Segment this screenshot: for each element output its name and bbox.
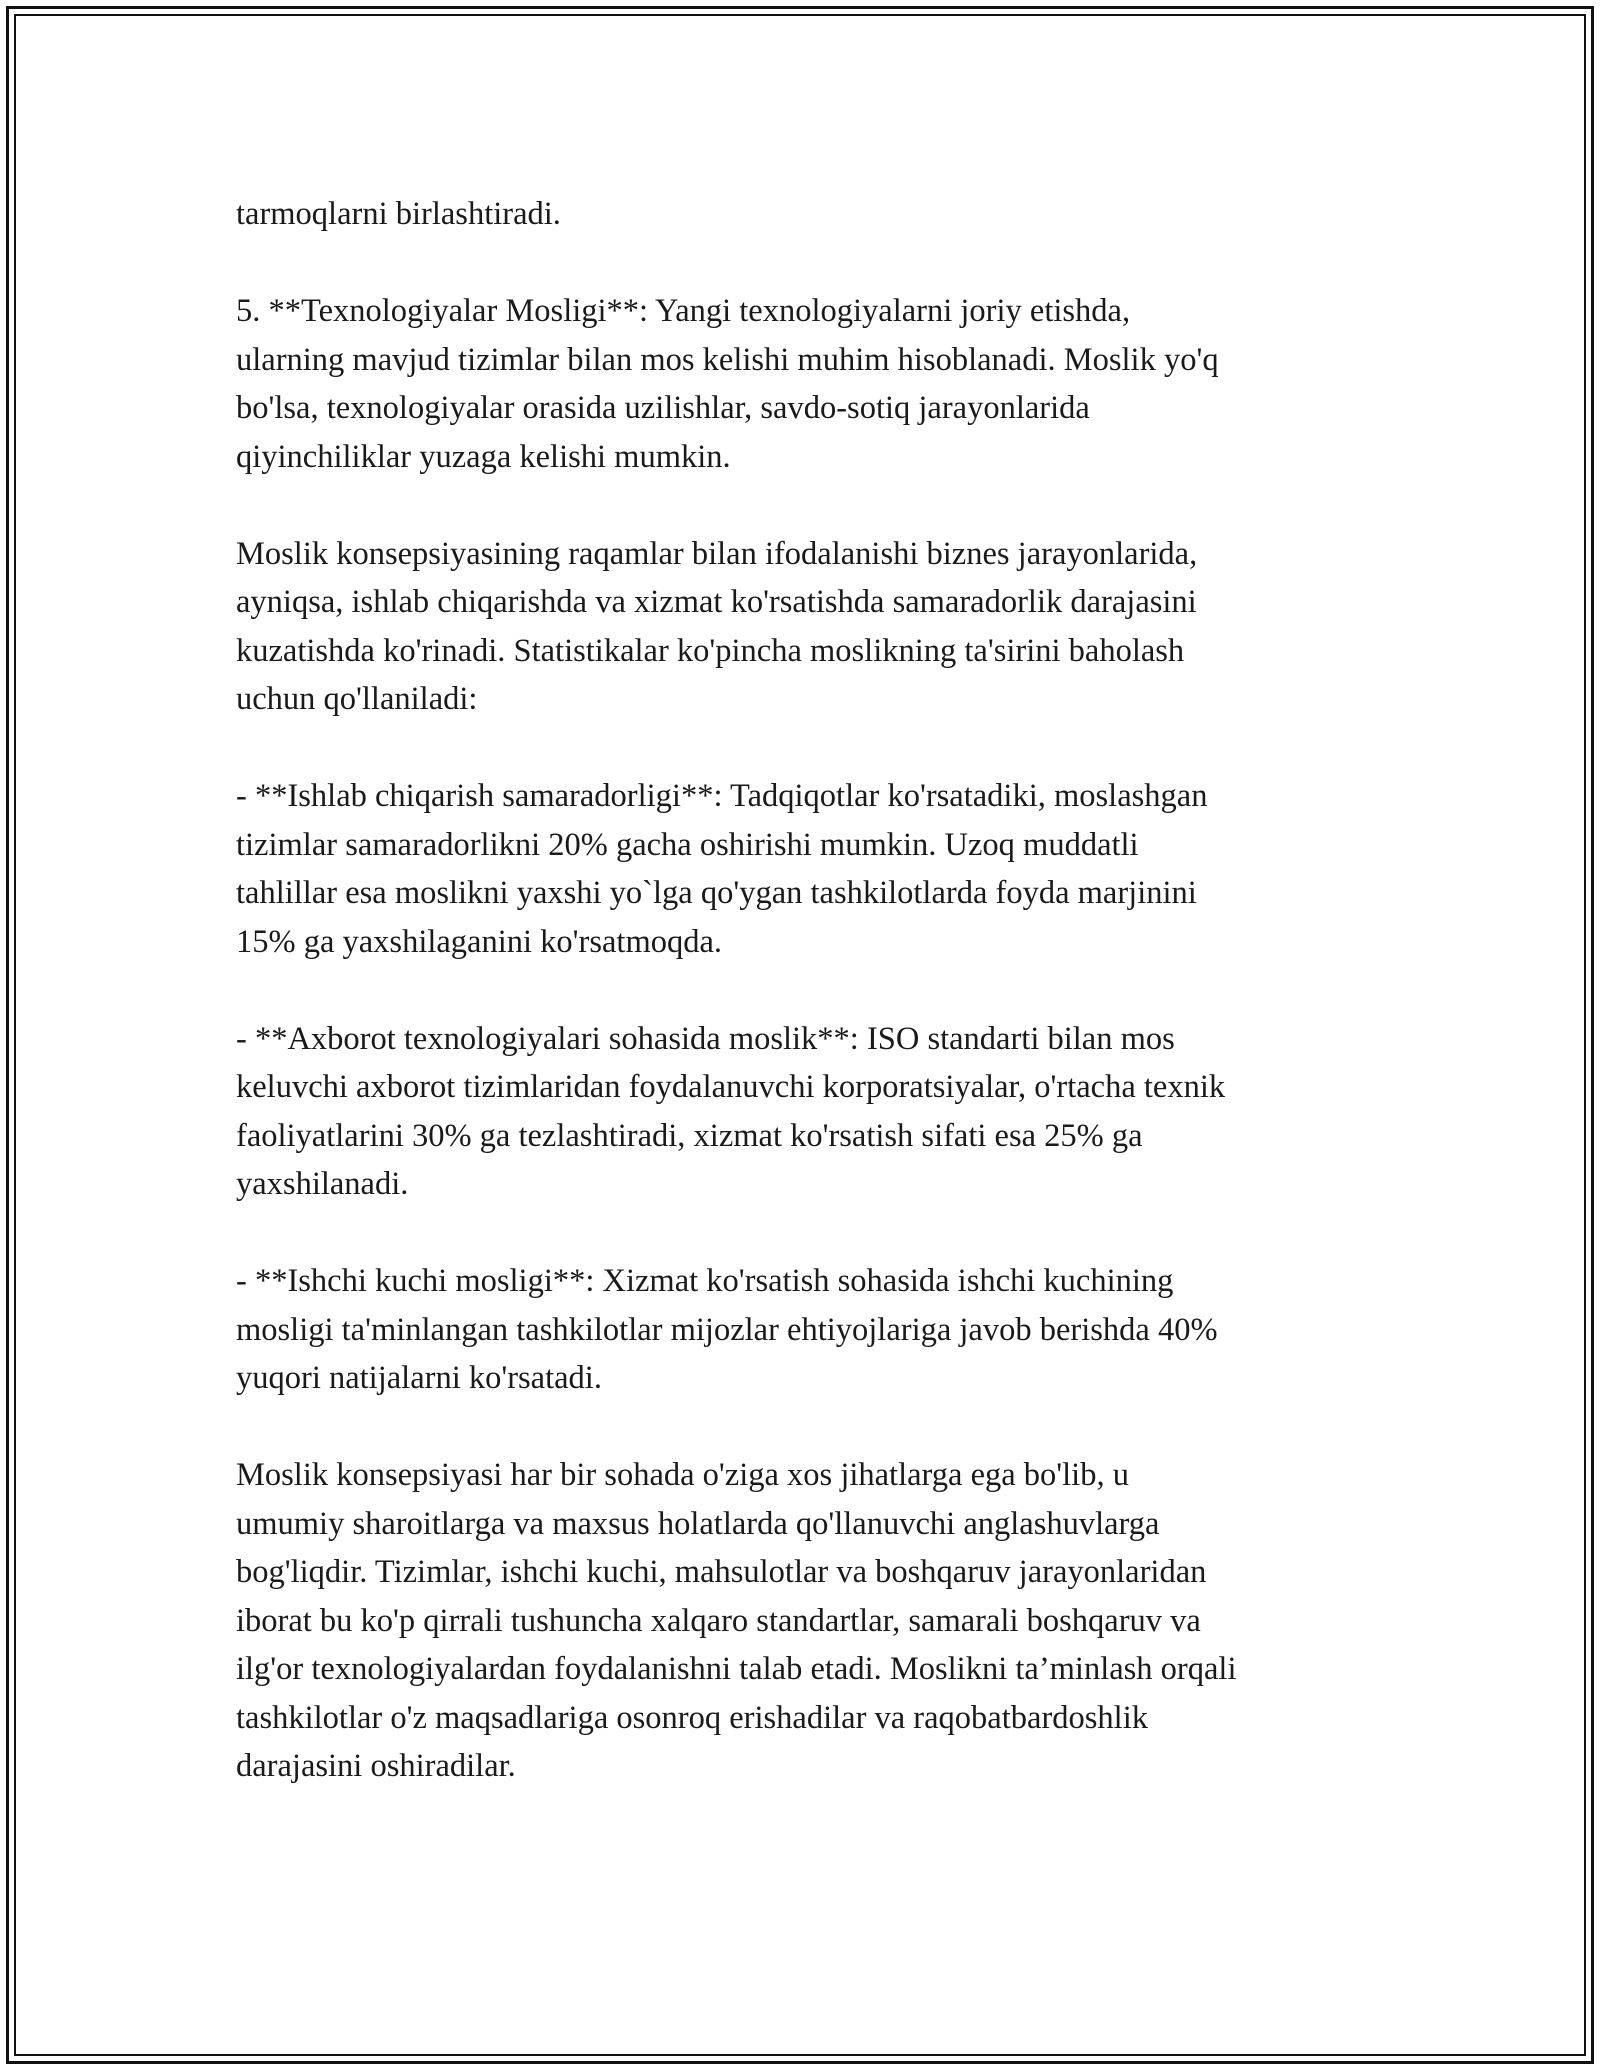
paragraph-workforce-compatibility: - **Ishchi kuchi mosligi**: Xizmat ko'rsatish sohasida ishchi kuchining mosligi ta'minlangan tashkilotlar mijozlar ehtiyojlariga javob berishda 40% yuqori natijalarni ko'rsatadi. bbox=[236, 1263, 1218, 1396]
paragraph-continuation: tarmoqlarni birlashtiradi. bbox=[236, 196, 561, 232]
paragraph-production-efficiency: - **Ishlab chiqarish samaradorligi**: Tadqiqotlar ko'rsatadiki, moslashgan tizimlar samaradorlikni 20% gacha oshirishi mumkin. Uzoq muddatli tahlillar esa moslikni yaxshi yo`lga qo'ygan tashkilotlarda foyda marjinini 15% ga yaxshilaganini ko'rsatmoqda. bbox=[236, 778, 1208, 960]
paragraph-it-compatibility: - **Axborot texnologiyalari sohasida moslik**: ISO standarti bilan mos keluvchi axborot tizimlaridan foydalanuvchi korporatsiyalar, o'rtacha texnik faoliyatlarini 30% ga tezlashtiradi, xizmat ko'rsatish sifati esa 25% ga yaxshilanadi. bbox=[236, 1020, 1226, 1202]
paragraph-conclusion: Moslik konsepsiyasi har bir sohada o'ziga xos jihatlarga ega bo'lib, u umumiy sharoitlarga va maxsus holatlarda qo'llanuvchi anglashuvlarga bog'liqdir. Tizimlar, ishchi kuchi, mahsulotlar va boshqaruv jarayonlaridan iborat bu ko'p qirrali tushuncha xalqaro standartlar, samarali boshqaruv va ilg'or texnologiyalardan foydalanishni talab etadi. Moslikni ta’minlash orqali tashkilotlar o'z maqsadlariga osonroq erishadilar va raqobatbardoshlik darajasini oshiradilar. bbox=[236, 1457, 1237, 1784]
document-body bbox=[236, 190, 1376, 1791]
paragraph-statistics-intro: Moslik konsepsiyasining raqamlar bilan ifodalanishi biznes jarayonlarida, ayniqsa, ishlab chiqarishda va xizmat ko'rsatishda samaradorlik darajasini kuzatishda ko'rinadi. Statistikalar ko'pincha moslikning ta'sirini baholash uchun qo'llaniladi: bbox=[236, 535, 1198, 717]
paragraph-technology-compatibility: 5. **Texnologiyalar Mosligi**: Yangi texnologiyalarni joriy etishda, ularning mavjud tizimlar bilan mos kelishi muhim hisoblanadi. Moslik yo'q bo'lsa, texnologiyalar orasida uzilishlar, savdo-sotiq jarayonlarida qiyinchiliklar yuzaga kelishi mumkin. bbox=[236, 293, 1219, 475]
